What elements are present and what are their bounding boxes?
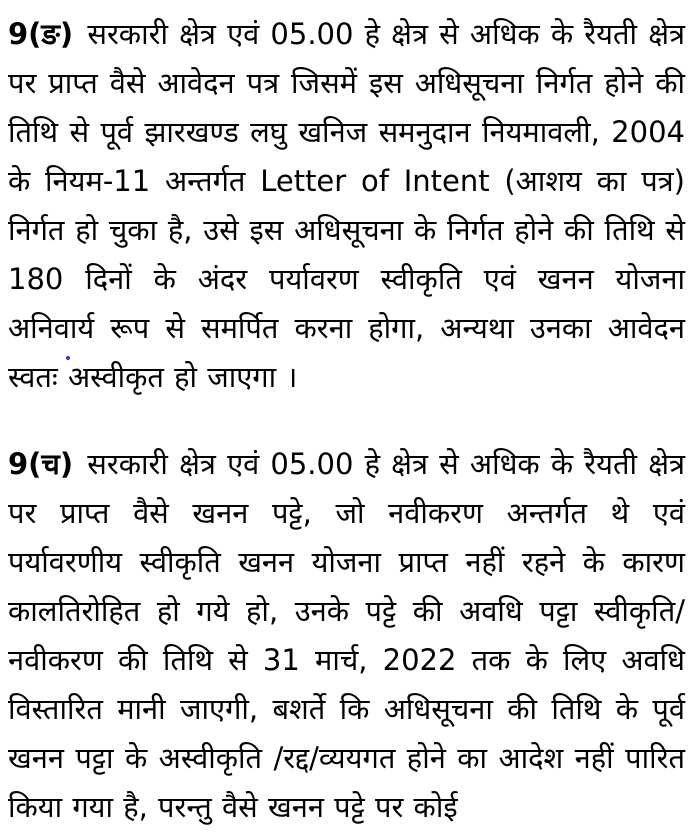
clause-label-9-cha: 9(च) bbox=[8, 447, 74, 481]
paragraph-clause-9-cha bbox=[8, 440, 685, 832]
paragraph-clause-9-nga bbox=[8, 10, 685, 402]
clause-text-9-cha: सरकारी क्षेत्र एवं 05.00 हे क्षेत्र से अधिक के रैयती क्षेत्र पर प्राप्त वैसे खनन पट्टे, जो नवीकरण अन्तर्गत थे एवं पर्यावरणीय स्वीकृति खनन योजना प्राप्त नहीं रहने के कारण कालतिरोहित हो गये हो, उनके पट्टे की अवधि पट्टा स्वीकृति/नवीकरण की तिथि से 31 मार्च, 2022 तक के लिए अवधि विस्तारित मानी जाएगी, बशर्ते कि अधिसूचना की तिथि के पूर्व खनन पट्टा के अस्वीकृति /रद्द/व्ययगत होने का आदेश नहीं पारित किया गया है, परन्तु वैसे खनन पट्टे पर कोई bbox=[8, 447, 686, 824]
clause-text-9-nga: सरकारी क्षेत्र एवं 05.00 हे क्षेत्र से अधिक के रैयती क्षेत्र पर प्राप्त वैसे आवेदन पत्र जिसमें इस अधिसूचना निर्गत होने की तिथि से पूर्व झारखण्ड लघु खनिज समनुदान नियमावली, 2004 के नियम-11 अन्तर्गत Letter of Intent (आशय का पत्र) निर्गत हो चुका है, उसे इस अधिसूचना के निर्गत होने की तिथि से 180 दिनों के अंदर पर्यावरण स्वीकृति एवं खनन योजना अनिवार्य रूप से समर्पित करना होगा, अन्यथा उनका आवेदन स्वतः अस्वीकृत हो जाएगा । bbox=[8, 17, 685, 394]
clause-label-9-nga: 9(ङ) bbox=[8, 17, 74, 51]
stray-blue-dot-artifact bbox=[66, 356, 70, 360]
